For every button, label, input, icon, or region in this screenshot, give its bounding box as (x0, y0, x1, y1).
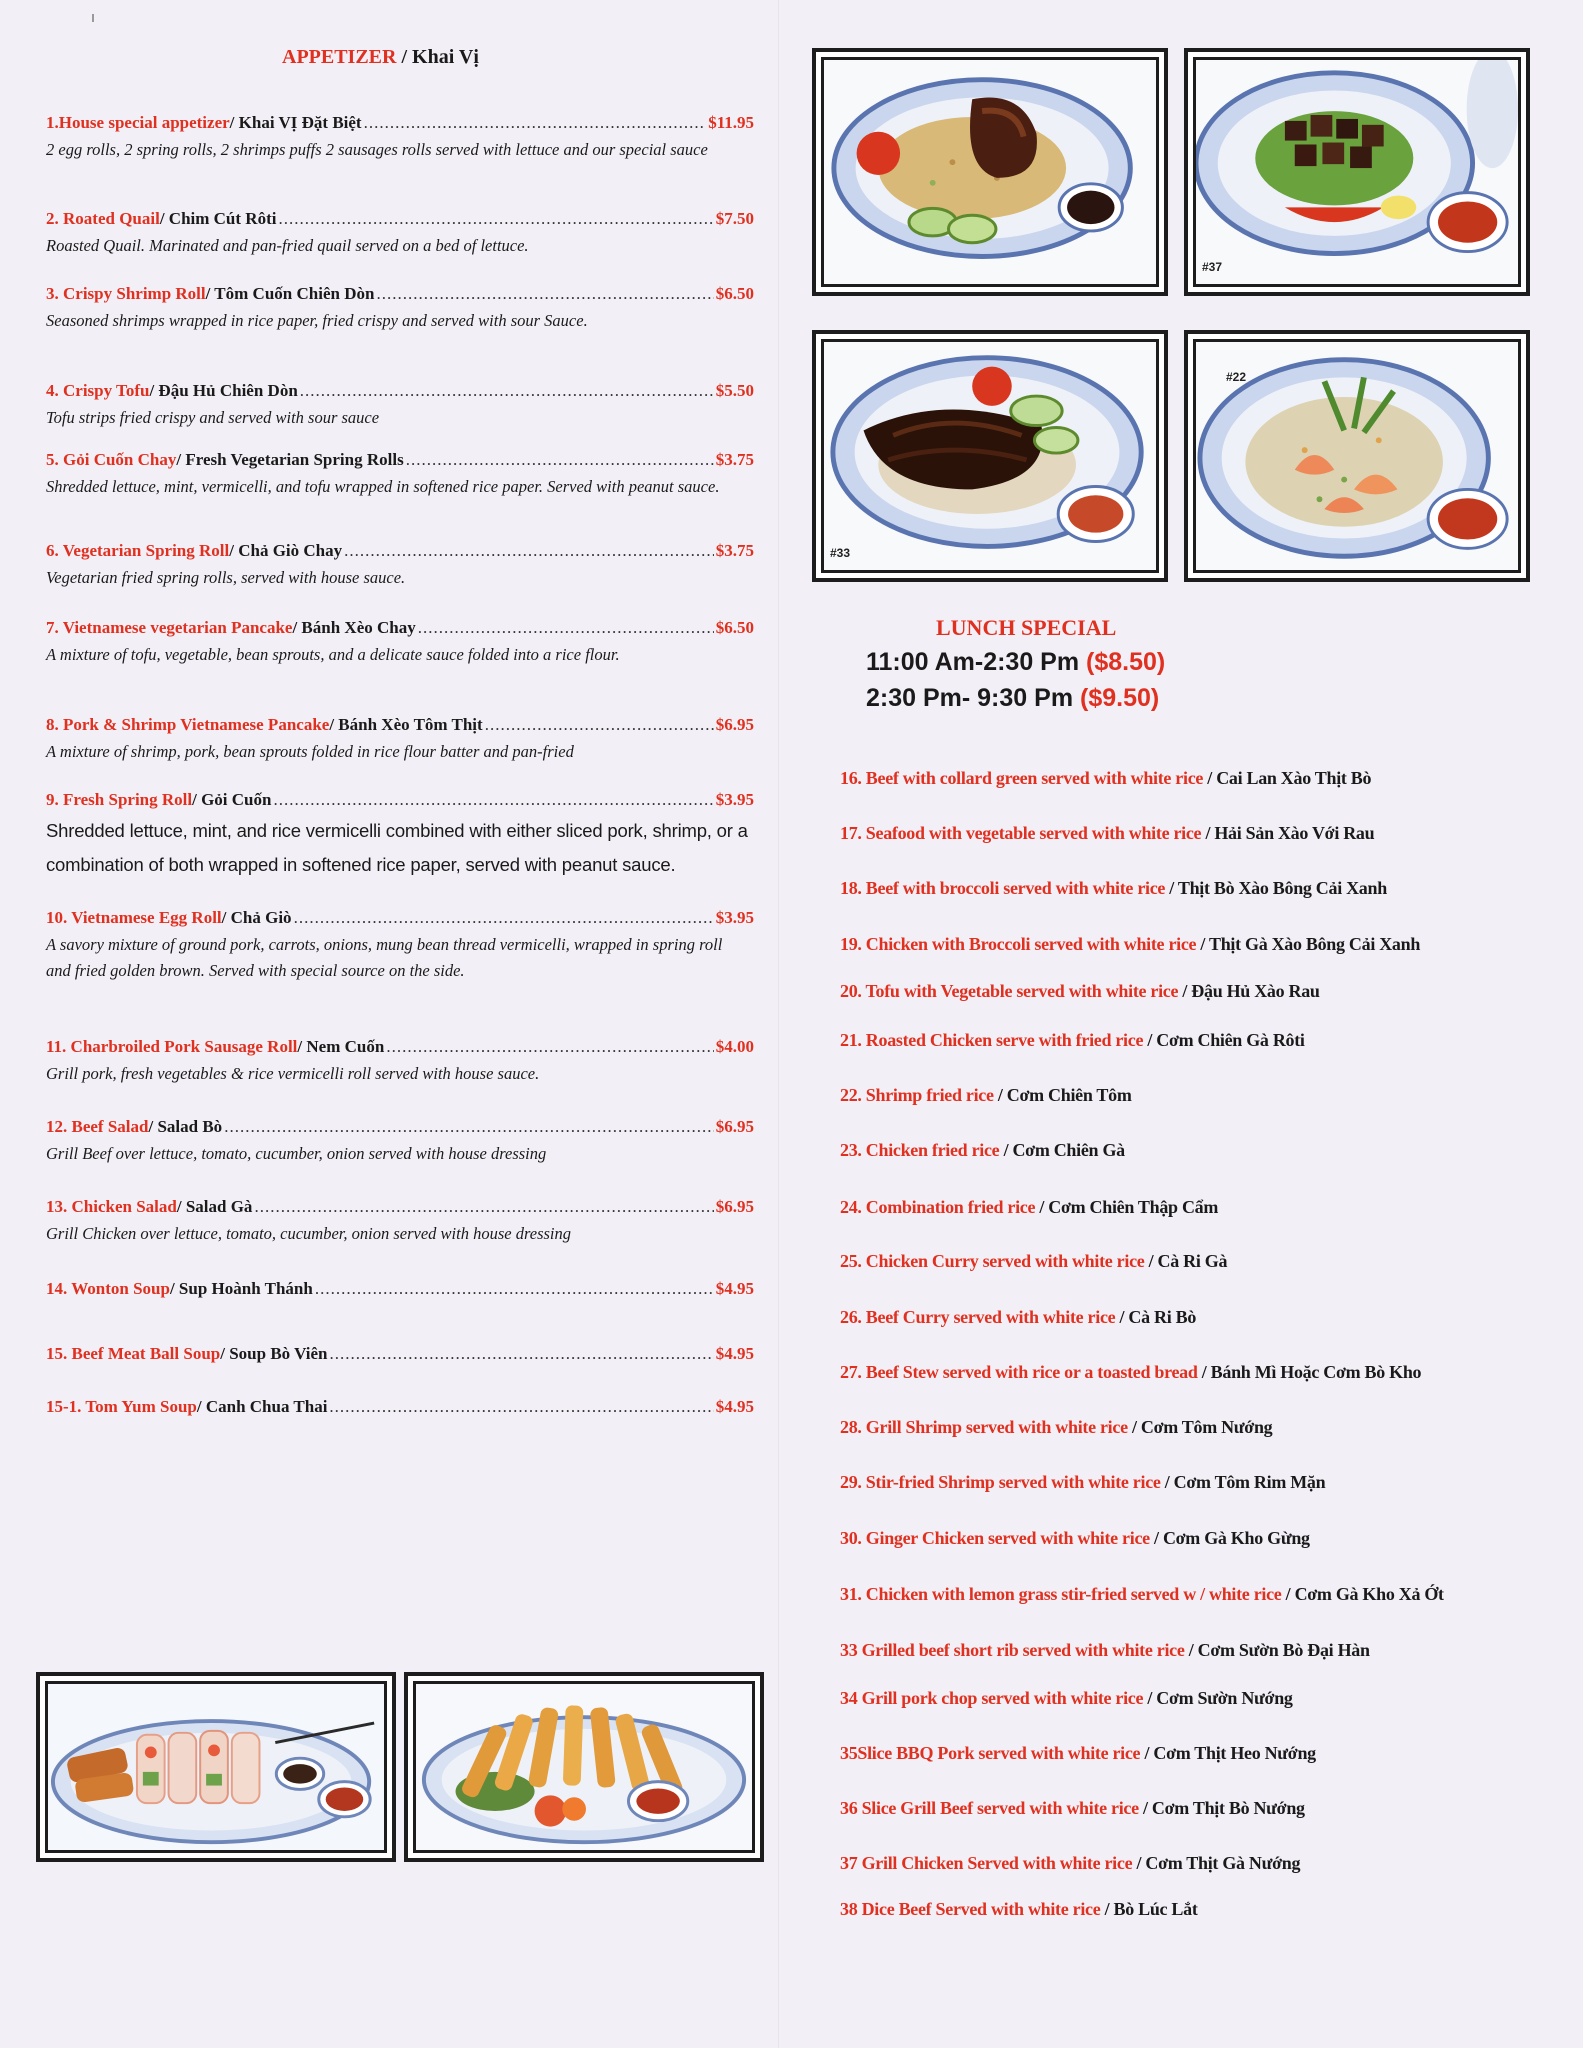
item-name-vn: / Soup Bò Viên (220, 1344, 328, 1363)
item-name-vn: / Đậu Hủ Chiên Dòn (149, 381, 298, 400)
item-description: 2 egg rolls, 2 spring rolls, 2 shrimps puffs 2 sausages rolls served with lettuce and our special sauce (46, 140, 708, 159)
lunch-item (840, 1197, 1218, 1218)
leader-dots (485, 714, 714, 736)
lunch-item-name-vn: / Cơm Tôm Rim Mặn (1160, 1472, 1326, 1492)
lunch-item-name: 34 Grill pork chop served with white rice (840, 1688, 1144, 1708)
shrimp-fried-rice-photo (1184, 330, 1530, 582)
item-name: 5. Gỏi Cuốn Chay (46, 450, 177, 469)
short-rib-photo (812, 330, 1168, 582)
item-name-vn: / Khai VỊ Đặt Biệt (229, 113, 362, 132)
leader-dots (273, 789, 713, 811)
menu-item (46, 1036, 754, 1087)
lunch-item-name-vn: / Cơm Gà Kho Xả Ớt (1281, 1584, 1444, 1604)
lunch-item-name: 26. Beef Curry served with white rice (840, 1307, 1116, 1327)
lunch-item (840, 1085, 1132, 1106)
menu-item (46, 112, 754, 163)
item-price: $4.00 (715, 1037, 754, 1056)
lunch-item-name-vn: / Cơm Thịt Heo Nướng (1140, 1743, 1316, 1763)
item-name: 1.House special appetizer (46, 113, 230, 132)
lunch-time-line (866, 684, 1159, 713)
lunch-item-name: 38 Dice Beef Served with white rice (840, 1899, 1101, 1919)
leader-dots (330, 1343, 714, 1365)
item-price: $3.75 (715, 541, 754, 560)
lunch-item (840, 1472, 1325, 1493)
lunch-item-name: 36 Slice Grill Beef served with white rice (840, 1798, 1139, 1818)
item-name: 15. Beef Meat Ball Soup (46, 1344, 221, 1363)
leader-dots (376, 283, 713, 305)
item-name-vn: / Nem Cuốn (297, 1037, 385, 1056)
lunch-item-name: 35Slice BBQ Pork served with white rice (840, 1743, 1141, 1763)
lunch-item (840, 981, 1320, 1002)
item-name-vn: / Sup Hoành Thánh (169, 1279, 313, 1298)
leader-dots (254, 1196, 713, 1218)
lunch-time-line (866, 648, 1165, 677)
menu-item (46, 1116, 754, 1167)
lunch-item-name: 24. Combination fried rice (840, 1197, 1036, 1217)
item-name: 15-1. Tom Yum Soup (46, 1397, 197, 1416)
menu-item (46, 540, 754, 591)
leader-dots (329, 1396, 713, 1418)
lunch-item-name: 25. Chicken Curry served with white rice (840, 1251, 1145, 1271)
lunch-item-name: 17. Seafood with vegetable served with white rice (840, 823, 1202, 843)
page-fold (778, 0, 780, 2048)
lunch-item-name-vn: / Cơm Thịt Gà Nướng (1132, 1853, 1301, 1873)
lunch-item-name-vn: / Cơm Chiên Gà (999, 1140, 1125, 1160)
item-price: $4.95 (715, 1279, 754, 1298)
lunch-item-name: 28. Grill Shrimp served with white rice (840, 1417, 1128, 1437)
lunch-item (840, 1584, 1444, 1605)
item-name: 7. Vietnamese vegetarian Pancake (46, 618, 293, 637)
leader-dots (278, 208, 713, 230)
photo-number-label: #22 (1226, 370, 1247, 384)
lunch-item-name: 33 Grilled beef short rib served with white rice (840, 1640, 1185, 1660)
item-description: Grill Chicken over lettuce, tomato, cucumber, onion served with house dressing (46, 1224, 572, 1243)
lunch-item-name-vn: / Hải Sản Xào Với Rau (1201, 823, 1375, 843)
item-description: A mixture of tofu, vegetable, bean sprouts, and a delicate sauce folded into a rice flour. (46, 645, 620, 664)
lunch-item-name-vn: / Cơm Sườn Bò Đại Hàn (1184, 1640, 1370, 1660)
item-price: $6.95 (715, 715, 754, 734)
lunch-item-name-vn: / Đậu Hủ Xào Rau (1178, 981, 1320, 1001)
leader-dots (418, 617, 714, 639)
lunch-item (840, 1528, 1310, 1549)
lunch-item-name: 27. Beef Stew served with rice or a toasted bread (840, 1362, 1198, 1382)
lunch-item (840, 1899, 1198, 1920)
lunch-item-name: 21. Roasted Chicken serve with fried rice (840, 1030, 1144, 1050)
lunch-item (840, 1362, 1421, 1383)
menu-item (46, 1343, 754, 1365)
lunch-item (840, 1030, 1305, 1051)
item-name: 14. Wonton Soup (46, 1279, 170, 1298)
item-description: A mixture of shrimp, pork, bean sprouts folded in rice flour batter and pan-fried (46, 742, 574, 761)
menu-item (46, 714, 754, 765)
lunch-item-name: 16. Beef with collard green served with white rice (840, 768, 1204, 788)
lunch-item-name: 18. Beef with broccoli served with white rice (840, 878, 1166, 898)
item-name-vn: / Salad Gà (176, 1197, 253, 1216)
lunch-item-name-vn: / Thịt Gà Xào Bông Cải Xanh (1196, 934, 1421, 954)
item-price: $11.95 (708, 113, 754, 132)
lunch-item-name-vn: / Cai Lan Xào Thịt Bò (1203, 768, 1372, 788)
lunch-item-name-vn: / Cơm Tôm Nướng (1127, 1417, 1273, 1437)
menu-item (46, 907, 754, 984)
menu-item (46, 789, 754, 882)
lunch-item (840, 878, 1387, 899)
item-price: $4.95 (715, 1344, 754, 1363)
lunch-time-price: ($8.50) (1086, 648, 1166, 676)
item-price: $6.95 (715, 1117, 754, 1136)
lunch-item-name: 23. Chicken fried rice (840, 1140, 1000, 1160)
item-description: Tofu strips fried crispy and served with sour sauce (46, 408, 380, 427)
lunch-item (840, 1853, 1300, 1874)
lunch-item-name: 37 Grill Chicken Served with white rice (840, 1853, 1133, 1873)
menu-item (46, 449, 754, 500)
lunch-item-name-vn: / Bánh Mì Hoặc Cơm Bò Kho (1197, 1362, 1422, 1382)
lunch-item (840, 1798, 1305, 1819)
item-price: $6.50 (715, 284, 754, 303)
leader-dots (364, 112, 707, 134)
lunch-item (840, 1743, 1316, 1764)
item-name: 9. Fresh Spring Roll (46, 790, 193, 809)
leader-dots (294, 907, 714, 929)
item-description: Grill Beef over lettuce, tomato, cucumber, onion served with house dressing (46, 1144, 547, 1163)
lunch-item-name-vn: / Cơm Gà Kho Gừng (1149, 1528, 1310, 1548)
lunch-item-name: 30. Ginger Chicken served with white rice (840, 1528, 1150, 1548)
lunch-item-name-vn: / Cơm Chiên Gà Rôti (1143, 1030, 1305, 1050)
spring-rolls-photo (36, 1672, 396, 1862)
item-description: Seasoned shrimps wrapped in rice paper, fried crispy and served with sour Sauce. (46, 311, 588, 330)
lunch-item-name: 22. Shrimp fried rice (840, 1085, 994, 1105)
lunch-time: 11:00 Am-2:30 Pm (866, 648, 1087, 676)
lunch-item-name-vn: / Cơm Chiên Tôm (993, 1085, 1132, 1105)
lunch-item-name-vn: / Thịt Bò Xào Bông Cải Xanh (1165, 878, 1387, 898)
lunch-item (840, 1251, 1227, 1272)
item-name-vn: / Gỏi Cuốn (192, 790, 272, 809)
item-price: $7.50 (715, 209, 754, 228)
lunch-time: 2:30 Pm- 9:30 Pm (866, 684, 1080, 712)
appetizer-section-title (282, 46, 479, 69)
photo-number-label: #37 (1202, 260, 1223, 274)
item-description: A savory mixture of ground pork, carrots, onions, mung bean thread vermicelli, wrapped in spring roll and fried golden brown. Served with special source on the side. (46, 935, 723, 980)
item-name: 2. Roated Quail (46, 209, 160, 228)
lunch-item (840, 1640, 1370, 1661)
item-name-vn: / Chả Giò (221, 908, 292, 927)
item-name-vn: / Canh Chua Thai (196, 1397, 328, 1416)
scan-speck (92, 14, 94, 22)
item-name: 3. Crispy Shrimp Roll (46, 284, 206, 303)
item-name: 11. Charbroiled Pork Sausage Roll (46, 1037, 298, 1056)
lunch-item-name-vn: / Cà Ri Bò (1115, 1307, 1197, 1327)
leader-dots (315, 1278, 714, 1300)
item-name: 13. Chicken Salad (46, 1197, 177, 1216)
leader-dots (386, 1036, 713, 1058)
lunch-item (840, 768, 1371, 789)
item-price: $5.50 (715, 381, 754, 400)
photo-number-label: #33 (830, 546, 851, 560)
lunch-item-name: 31. Chicken with lemon grass stir-fried served w / white rice (840, 1584, 1282, 1604)
item-name: 6. Vegetarian Spring Roll (46, 541, 230, 560)
beef-cubes-photo (1184, 48, 1530, 296)
item-description: Shredded lettuce, mint, and rice vermicelli combined with either sliced pork, shrimp, or a combination of both wrapped in softened rice paper, served with peanut sauce. (46, 820, 748, 875)
item-price: $3.95 (715, 790, 754, 809)
item-name-vn: / Chả Giò Chay (229, 541, 343, 560)
item-name-vn: / Bánh Xèo Chay (292, 618, 416, 637)
menu-item (46, 283, 754, 334)
egg-rolls-photo (404, 1672, 764, 1862)
menu-item (46, 1196, 754, 1247)
lunch-time-price: ($9.50) (1080, 684, 1160, 712)
item-description: Roasted Quail. Marinated and pan-fried quail served on a bed of lettuce. (46, 236, 529, 255)
item-name-vn: / Bánh Xèo Tôm Thịt (329, 715, 483, 734)
leader-dots (344, 540, 714, 562)
item-name: 4. Crispy Tofu (46, 381, 150, 400)
item-name: 10. Vietnamese Egg Roll (46, 908, 222, 927)
item-price: $3.75 (715, 450, 754, 469)
item-price: $6.50 (715, 618, 754, 637)
item-name-vn: / Fresh Vegetarian Spring Rolls (176, 450, 404, 469)
menu-item (46, 1278, 754, 1300)
menu-item (46, 617, 754, 668)
lunch-item-name: 19. Chicken with Broccoli served with white rice (840, 934, 1197, 954)
leader-dots (300, 380, 714, 402)
item-name-vn: / Chim Cút Rôti (159, 209, 277, 228)
item-description: Shredded lettuce, mint, vermicelli, and tofu wrapped in softened rice paper. Served with peanut sauce. (46, 477, 720, 496)
lunch-item (840, 1688, 1293, 1709)
item-description: Vegetarian fried spring rolls, served with house sauce. (46, 568, 406, 587)
item-price: $3.95 (715, 908, 754, 927)
item-name-vn: / Tôm Cuốn Chiên Dòn (205, 284, 375, 303)
menu-item (46, 1396, 754, 1418)
lunch-item-name-vn: / Cà Ri Gà (1144, 1251, 1228, 1271)
lunch-item-name-vn: / Cơm Thịt Bò Nướng (1138, 1798, 1305, 1818)
lunch-special-title: LUNCH SPECIAL (936, 615, 1117, 640)
item-name-vn: / Salad Bò (148, 1117, 223, 1136)
lunch-item (840, 1307, 1196, 1328)
lunch-item (840, 1140, 1125, 1161)
item-price: $4.95 (715, 1397, 754, 1416)
item-name: 12. Beef Salad (46, 1117, 149, 1136)
menu-item (46, 208, 754, 259)
lunch-item-name-vn: / Cơm Sườn Nướng (1143, 1688, 1293, 1708)
leader-dots (406, 449, 714, 471)
leader-dots (224, 1116, 714, 1138)
roasted-chicken-photo (812, 48, 1168, 296)
item-name: 8. Pork & Shrimp Vietnamese Pancake (46, 715, 330, 734)
item-price: $6.95 (715, 1197, 754, 1216)
appetizer-title-en: APPETIZER (282, 46, 397, 68)
appetizer-title-vn: / Khai Vị (396, 46, 479, 68)
lunch-item (840, 934, 1420, 955)
item-description: Grill pork, fresh vegetables & rice vermicelli roll served with house sauce. (46, 1064, 540, 1083)
lunch-item-name: 29. Stir-fried Shrimp served with white rice (840, 1472, 1161, 1492)
lunch-item-name: 20. Tofu with Vegetable served with white rice (840, 981, 1179, 1001)
lunch-item (840, 1417, 1272, 1438)
lunch-item (840, 823, 1374, 844)
menu-item (46, 380, 754, 431)
lunch-item-name-vn: / Cơm Chiên Thập Cẩm (1035, 1197, 1219, 1217)
lunch-item-name-vn: / Bò Lúc Lắt (1100, 1899, 1198, 1919)
